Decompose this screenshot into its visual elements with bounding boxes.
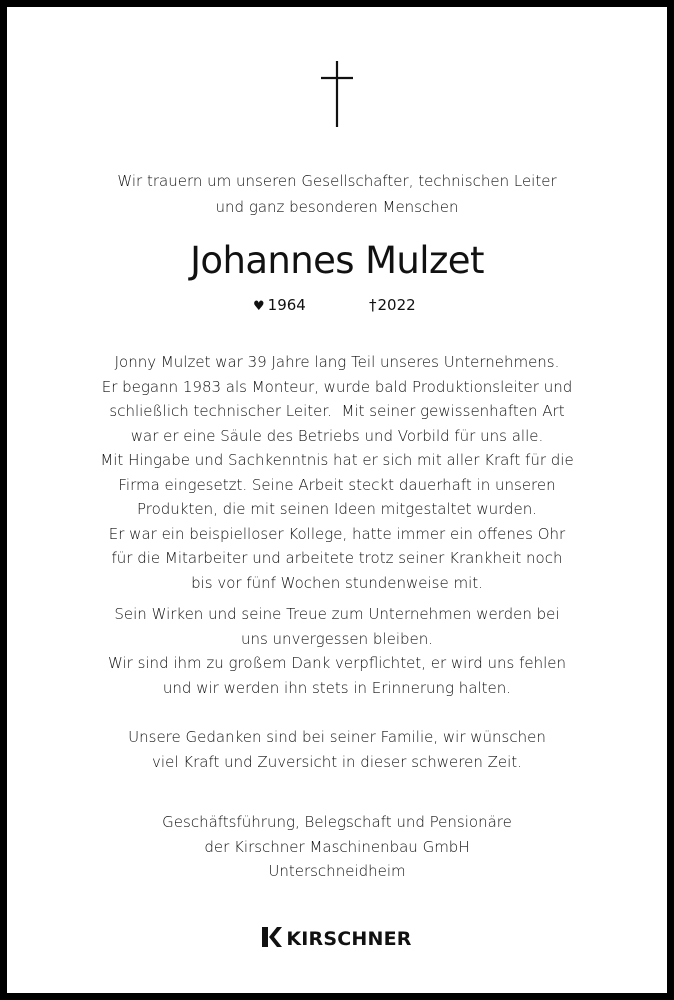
text-line: Jonny Mulzet war 39 Jahre lang Teil unseres Unternehmens. — [114, 353, 560, 371]
text-line: Firma eingesetzt. Seine Arbeit steckt dauerhaft in unseren — [118, 475, 556, 494]
death-year: 2022 — [377, 296, 416, 314]
text-line: Unsere Gedanken sind bei seiner Familie, wir wünschen — [128, 728, 546, 746]
text-line: Er begann 1983 als Monteur, wurde bald Produktionsleiter und — [101, 377, 573, 396]
kirschner-k-mark-icon — [262, 927, 282, 951]
intro-line: und ganz besonderen Menschen — [215, 198, 459, 216]
cross-icon — [7, 61, 667, 131]
deceased-name: Johannes Mulzet — [190, 239, 484, 282]
signature-block — [7, 810, 667, 884]
text-line: und wir werden ihn stets in Erinnerung halten. — [162, 678, 512, 697]
birth-year: 1964 — [267, 296, 306, 314]
text-line: schließlich technischer Leiter. Mit seiner gewissenhaften Art — [109, 402, 565, 420]
logo-wordmark: KIRSCHNER — [286, 928, 412, 950]
text-line: war er eine Säule des Betriebs und Vorbild für uns alle. — [130, 426, 544, 445]
text-line: Er war ein beispielloser Kollege, hatte immer ein offenes Ohr — [108, 524, 566, 543]
life-dates — [7, 293, 667, 317]
signature-line: der Kirschner Maschinenbau GmbH — [204, 837, 470, 856]
text-line: bis vor fünf Wochen stundenweise mit. — [191, 573, 483, 592]
heart-icon: ♥ — [253, 299, 265, 314]
intro-line: Wir trauern um unseren Gesellschafter, technischen Leiter — [117, 172, 557, 190]
signature-line: Geschäftsführung, Belegschaft und Pensionäre — [162, 813, 512, 831]
condolence-paragraph — [7, 725, 667, 774]
gratitude-paragraph — [7, 602, 667, 700]
death-date — [369, 293, 416, 317]
signature-line: Unterschneidheim — [268, 862, 406, 880]
text-line: Sein Wirken und seine Treue zum Unternehmen werden bei — [114, 605, 560, 623]
text-line: für die Mitarbeiter und arbeitete trotz seiner Krankheit noch — [111, 549, 563, 567]
text-line: Produkten, die mit seinen Ideen mitgestaltet wurden. — [136, 500, 538, 518]
text-line: uns unvergessen bleiben. — [240, 629, 434, 648]
intro-text — [7, 168, 667, 220]
company-logo — [7, 927, 667, 953]
dagger-icon: † — [369, 296, 377, 314]
birth-date — [253, 293, 306, 319]
text-line: Mit Hingabe und Sachkenntnis hat er sich mit aller Kraft für die — [100, 451, 574, 469]
tribute-paragraph — [7, 350, 667, 595]
text-line: Wir sind ihm zu großem Dank verpflichtet, er wird uns fehlen — [107, 654, 567, 672]
text-line: viel Kraft und Zuversicht in dieser schweren Zeit. — [152, 752, 522, 771]
